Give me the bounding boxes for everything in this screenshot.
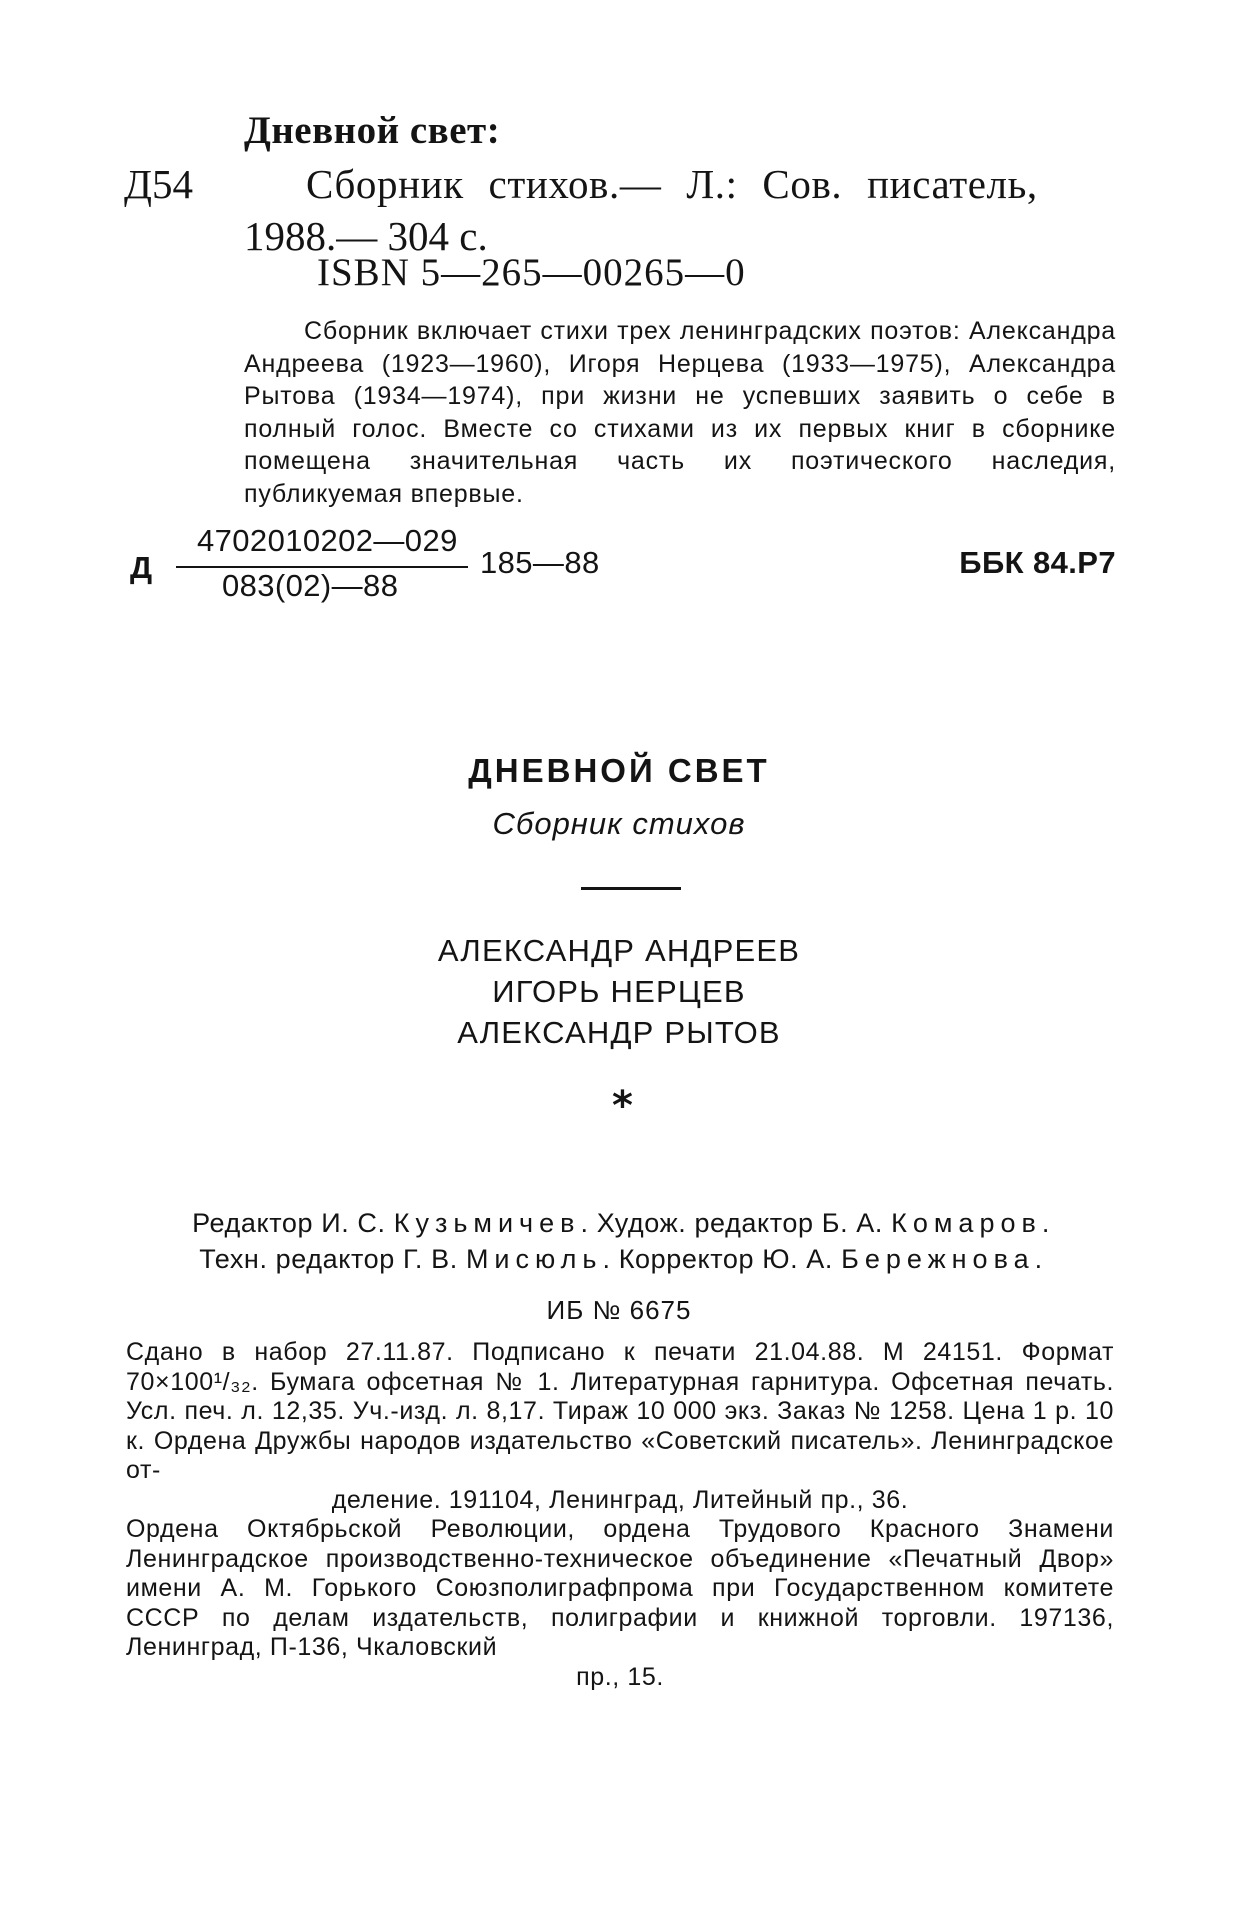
corrector-name: Бережнова (841, 1244, 1035, 1274)
index-tail: 185—88 (480, 545, 600, 580)
author-name: АЛЕКСАНДР АНДРЕЕВ (437, 933, 801, 968)
editor-initials: И. С. (321, 1208, 386, 1238)
tech-editor-name: Мисюль (465, 1244, 603, 1274)
imprint (126, 1338, 1114, 1692)
credits-line-1: Редактор И. С. Кузьмичев. Худож. редактор Б. А. Комаров. (192, 1208, 1050, 1238)
credits (126, 1205, 1116, 1277)
book-subtitle: Сборник стихов (492, 806, 746, 841)
book-title: ДНЕВНОЙ СВЕТ (468, 752, 770, 789)
catalog-code: Д54 (124, 161, 193, 207)
catalog-description-line-2: 1988.— 304 с. (244, 213, 488, 259)
index-letter: Д (130, 550, 153, 585)
imprint-paragraph-2: Ордена Октябрьской Революции, ордена Трудового Красного Знамени Ленинградское производственно-техническое объединение «Печатный Двор» имени А. М. Горького Союзполиграфпрома при Государственном комитете СССР по делам издательств, полиграфии и книжной торговли. 197136, Ленинград, П-136, Чкаловский (126, 1515, 1114, 1661)
art-editor-initials: Б. А. (821, 1208, 884, 1238)
title-divider (581, 887, 681, 890)
index-denominator: 083(02)—88 (222, 568, 399, 603)
tech-editor-initials: Г. В. (402, 1244, 458, 1274)
tech-editor-label: Техн. редактор (199, 1244, 395, 1274)
imprint-paragraph-1: Сдано в набор 27.11.87. Подписано к печати 21.04.88. М 24151. Формат 70×100¹/₃₂. Бумага офсетная № 1. Литературная гарнитура. Офсетная печать. Усл. печ. л. 12,35. Уч.-изд. л. 8,17. Тираж 10 000 экз. Заказ № 1258. Цена 1 р. 10 к. Ордена Дружбы народов издательство «Советский писатель». Ленинградское от- (126, 1338, 1114, 1484)
author-name: ИГОРЬ НЕРЦЕВ (492, 974, 746, 1009)
imprint-paragraph-1-end: деление. 191104, Ленинград, Литейный пр., 36. (331, 1485, 909, 1514)
art-editor-label: Худож. редактор (596, 1208, 814, 1238)
art-editor-name: Комаров (891, 1208, 1042, 1238)
catalog-title: Дневной свет: (244, 109, 501, 152)
credits-line-2: Техн. редактор Г. В. Мисюль. Корректор Ю. А. Бережнова. (199, 1244, 1043, 1274)
catalog-description-line-1: Сборник стихов.— Л.: Сов. писатель, (306, 161, 1038, 207)
asterisk-ornament: * (612, 1083, 633, 1129)
ib-number: ИБ № 6675 (546, 1295, 692, 1325)
imprint-paragraph-2-end: пр., 15. (576, 1662, 664, 1691)
editor-name: Кузьмичев (393, 1208, 581, 1238)
corrector-label: Корректор (618, 1244, 755, 1274)
authors-list (0, 930, 1238, 1053)
corrector-initials: Ю. А. (762, 1244, 834, 1274)
editor-label: Редактор (192, 1208, 314, 1238)
author-name: АЛЕКСАНДР РЫТОВ (457, 1015, 781, 1050)
bbk-code: ББК 84.Р7 (959, 545, 1116, 580)
index-numerator: 4702010202—029 (197, 523, 458, 558)
catalog-abstract: Сборник включает стихи трех ленинградских поэтов: Александра Андреева (1923—1960), Игоря Нерцева (1933—1975), Александра Рытова (1934—1974), при жизни не успевших заявить о себе в полный голос. Вместе со стихами из их первых книг в сборнике помещена значительная часть их поэтического наследия, публикуемая впервые. (244, 317, 1116, 508)
catalog-isbn: ISBN 5—265—00265—0 (317, 251, 746, 294)
